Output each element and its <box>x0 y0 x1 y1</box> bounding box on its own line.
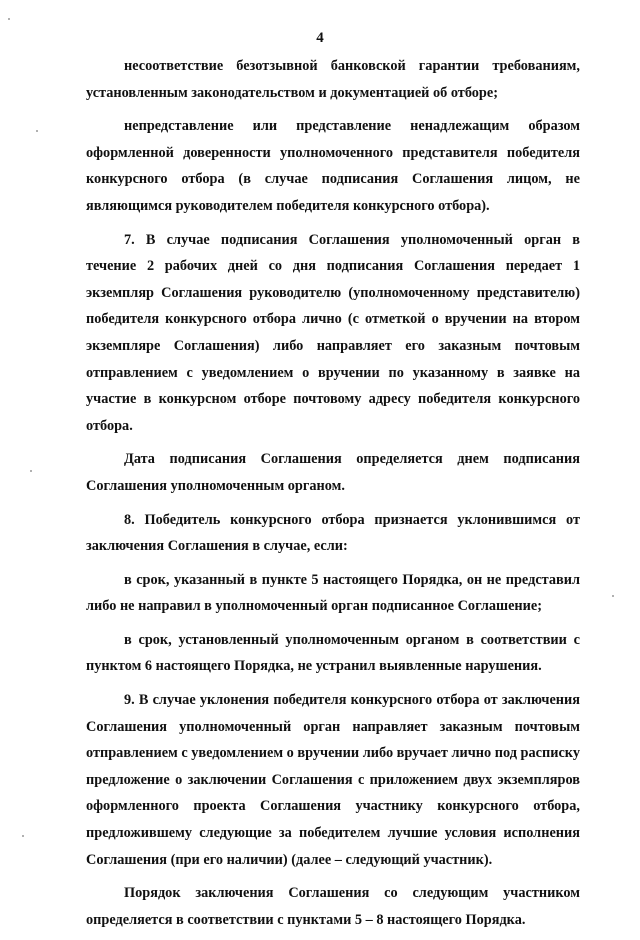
document-body <box>86 53 580 940</box>
paragraph: в срок, установленный уполномоченным органом в соответствии с пунктом 6 настоящего Порядка, не устранил выявленные нарушения. <box>86 631 580 675</box>
paragraph: Порядок заключения Соглашения со следующим участником определяется в соответствии с пунктами 5 – 8 настоящего Порядка. <box>86 885 580 928</box>
page-number: 4 <box>316 30 324 46</box>
scan-speck <box>22 835 24 837</box>
paragraph: в срок, указанный в пункте 5 настоящего Порядка, он не представил либо не направил в уполномоченный орган подписанное Соглашение; <box>86 571 580 615</box>
paragraph: 8. Победитель конкурсного отбора признается уклонившимся от заключения Соглашения в случае, если: <box>86 511 580 555</box>
paragraph: непредставление или представление ненадлежащим образом оформленной доверенности уполномоченного представителя победителя конкурсного отбора (в случае подписания Соглашения лицом, не являющимся руководителем победителя конкурсного отбора). <box>86 118 580 214</box>
scan-speck <box>30 470 32 472</box>
paragraph: Дата подписания Соглашения определяется днем подписания Соглашения уполномоченным органом. <box>86 451 580 494</box>
scan-speck <box>612 595 614 597</box>
scan-speck <box>8 18 10 20</box>
paragraph: несоответствие безотзывной банковской гарантии требованиям, установленным законодательством и документацией об отборе; <box>86 58 580 101</box>
paragraph: 7. В случае подписания Соглашения уполномоченный орган в течение 2 рабочих дней со дня подписания Соглашения передает 1 экземпляр Соглашения руководителю (уполномоченному представителю) победителя конкурсного отбора лично (с отметкой о вручении на втором экземпляре Соглашения) либо направляет его заказным почтовым отправлением с уведомлением о вручении по указанному в заявке на участие в конкурсном отборе почтовому адресу победителя конкурсного отбора. <box>86 231 580 434</box>
paragraph: 9. В случае уклонения победителя конкурсного отбора от заключения Соглашения уполномоченный орган направляет заказным почтовым отправлением с уведомлением о вручении либо вручает лично под расписку предложение о заключении Соглашения с приложением двух экземпляров оформленного проекта Соглашения участнику конкурсного отбора, предложившему следующие за победителем лучшие условия исполнения Соглашения (при его наличии) (далее – следующий участник). <box>86 692 580 868</box>
scan-speck <box>36 130 38 132</box>
